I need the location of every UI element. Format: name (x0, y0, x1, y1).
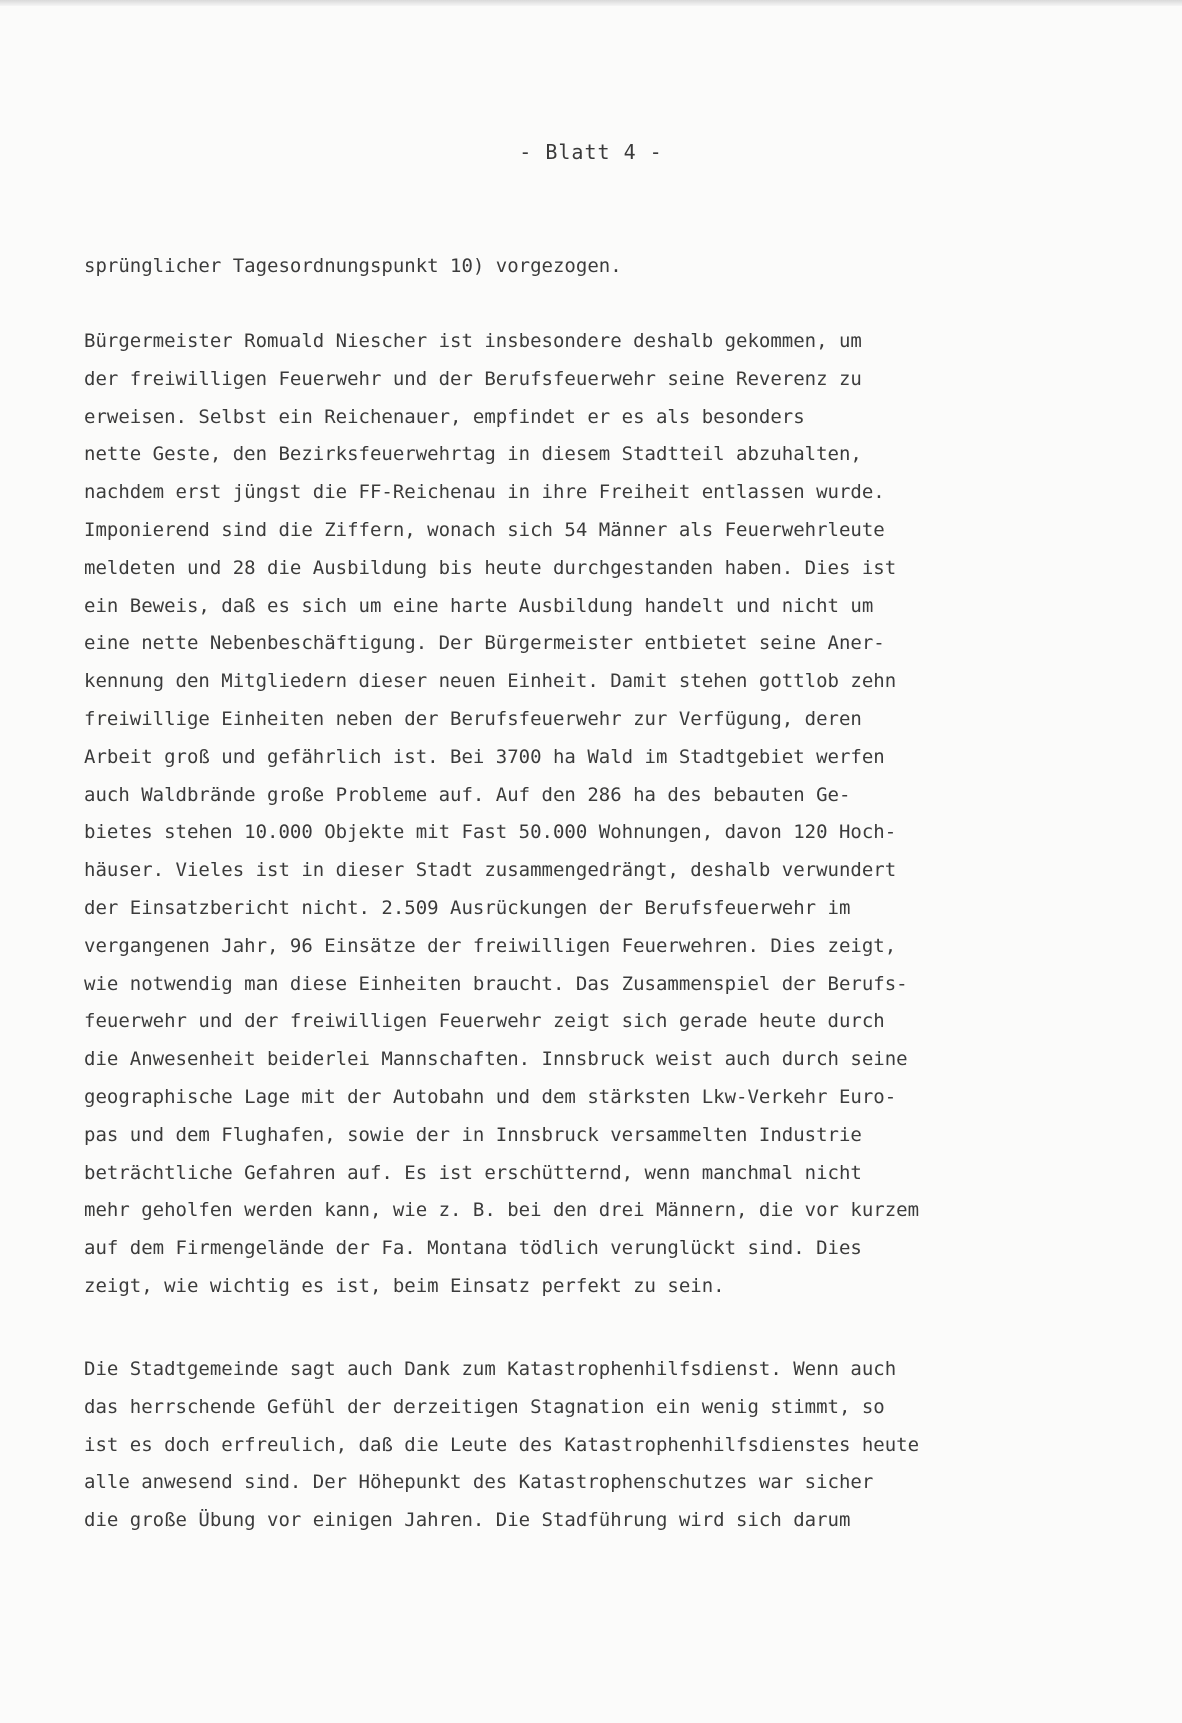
text-line: ein Beweis, daß es sich um eine harte Ausbildung handelt und nicht um (84, 594, 874, 617)
text-line: beträchtliche Gefahren auf. Es ist erschütternd, wenn manchmal nicht (84, 1161, 862, 1184)
page-header: - Blatt 4 - (519, 140, 663, 164)
text-line: ist es doch erfreulich, daß die Leute des Katastrophenhilfsdienstes heute (84, 1433, 920, 1456)
text-line: Imponierend sind die Ziffern, wonach sich 54 Männer als Feuerwehrleute (84, 518, 885, 541)
text-line: pas und dem Flughafen, sowie der in Innsbruck versammelten Industrie (84, 1123, 862, 1146)
text-line: mehr geholfen werden kann, wie z. B. bei den drei Männern, die vor kurzem (84, 1199, 920, 1222)
text-line: alle anwesend sind. Der Höhepunkt des Katastrophenschutzes war sicher (84, 1471, 874, 1494)
page-top-edge (0, 0, 1182, 6)
text-line: zeigt, wie wichtig es ist, beim Einsatz perfekt zu sein. (84, 1274, 725, 1297)
text-line: nette Geste, den Bezirksfeuerwehrtag in diesem Stadtteil abzuhalten, (84, 443, 862, 466)
text-line: der freiwilligen Feuerwehr und der Berufsfeuerwehr seine Reverenz zu (84, 367, 862, 390)
text-line: Bürgermeister Romuald Niescher ist insbesondere deshalb gekommen, um (84, 330, 862, 352)
text-line: die Anwesenheit beiderlei Mannschaften. Innsbruck weist auch durch seine (84, 1048, 908, 1071)
text-line: meldeten und 28 die Ausbildung bis heute durchgestanden haben. Dies ist (84, 556, 897, 579)
text-line: nachdem erst jüngst die FF-Reichenau in ihre Freiheit entlassen wurde. (84, 481, 885, 504)
text-line: vergangenen Jahr, 96 Einsätze der freiwilligen Feuerwehren. Dies zeigt, (84, 934, 897, 957)
text-line: geographische Lage mit der Autobahn und dem stärksten Lkw-Verkehr Euro- (84, 1085, 897, 1108)
paragraph-3 (84, 1351, 1004, 1540)
text-line: das herrschende Gefühl der derzeitigen Stagnation ein wenig stimmt, so (84, 1395, 885, 1418)
text-line: sprünglicher Tagesordnungspunkt 10) vorgezogen. (84, 255, 622, 277)
text-line: bietes stehen 10.000 Objekte mit Fast 50.000 Wohnungen, davon 120 Hoch- (84, 821, 897, 844)
text-line: Die Stadtgemeinde sagt auch Dank zum Katastrophenhilfsdienst. Wenn auch (84, 1358, 897, 1380)
text-line: eine nette Nebenbeschäftigung. Der Bürgermeister entbietet seine Aner- (84, 632, 885, 655)
paragraph-2 (84, 323, 1004, 1306)
text-line: erweisen. Selbst ein Reichenauer, empfindet er es als besonders (84, 405, 805, 428)
text-line: freiwillige Einheiten neben der Berufsfeuerwehr zur Verfügung, deren (84, 707, 862, 730)
text-line: auch Waldbrände große Probleme auf. Auf den 286 ha des bebauten Ge- (84, 783, 851, 806)
text-line: die große Übung vor einigen Jahren. Die Stadführung wird sich darum (84, 1509, 851, 1532)
text-line: kennung den Mitgliedern dieser neuen Einheit. Damit stehen gottlob zehn (84, 670, 897, 693)
text-line: auf dem Firmengelände der Fa. Montana tödlich verunglückt sind. Dies (84, 1237, 862, 1260)
paragraph-1 (84, 248, 1004, 286)
text-line: wie notwendig man diese Einheiten braucht. Das Zusammenspiel der Berufs- (84, 972, 908, 995)
text-line: häuser. Vieles ist in dieser Stadt zusammengedrängt, deshalb verwundert (84, 859, 897, 882)
text-line: Arbeit groß und gefährlich ist. Bei 3700 ha Wald im Stadtgebiet werfen (84, 745, 885, 768)
text-line: der Einsatzbericht nicht. 2.509 Ausrückungen der Berufsfeuerwehr im (84, 896, 851, 919)
text-line: feuerwehr und der freiwilligen Feuerwehr zeigt sich gerade heute durch (84, 1010, 885, 1033)
